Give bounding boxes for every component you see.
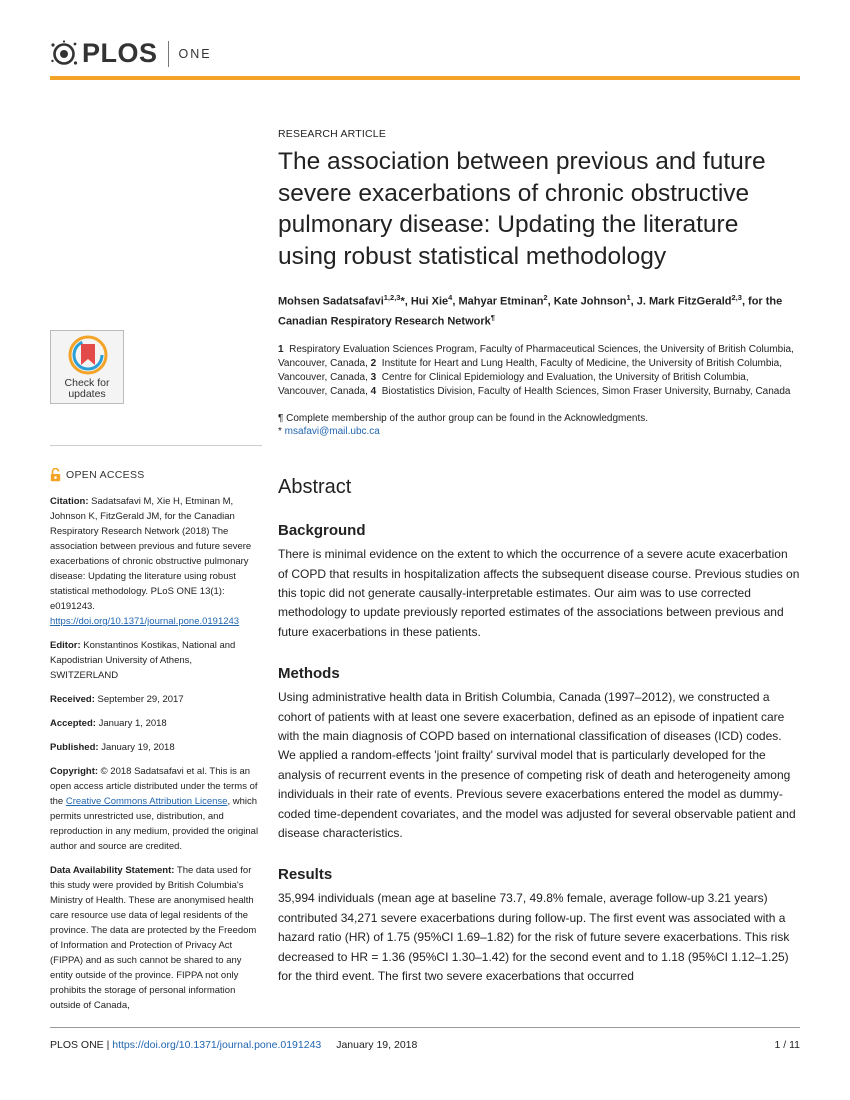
sidebar-divider	[50, 445, 262, 446]
published-block	[50, 740, 262, 755]
author-separator: , for the Canadian Respiratory Research Network	[278, 295, 783, 328]
published-date: January 19, 2018	[101, 742, 175, 753]
footer-journal: PLOS ONE |	[50, 1039, 113, 1051]
author-name[interactable]: Hui Xie	[410, 295, 449, 308]
author-affiliation-sup: 4	[448, 293, 453, 302]
open-access-badge	[50, 468, 262, 482]
editor-text: Konstantinos Kostikas, National and Kapodistrian University of Athens, SWITZERLAND	[50, 640, 236, 681]
author-name[interactable]: Mark FitzGerald	[648, 295, 732, 308]
affiliation-number: 4	[370, 385, 377, 397]
section-text-methods: Using administrative health data in British Columbia, Canada (1997–2012), we constructed a cohort of patients with at least one severe exacerbation, defined as an episode of inpatient care with the main diagnosis of COPD based on international classification of diseases (ICD) codes. We applied a random-effects 'joint frailty' survival model that is particularly developed for the analysis of recurrent events in the presence of competing risk of death and heterogeneity among individuals in their rate of events. Previous severe exacerbations entered the model as dummy-coded time-dependent covariates, and the model was adjusted for several observable patient and disease characteristics.	[278, 690, 796, 840]
section-text-results: 35,994 individuals (mean age at baseline 73.7, 49.8% female, average follow-up 3.21 years) contributed 34,271 severe exacerbations during follow-up. The first event was associated with a hazard ratio (HR) of 1.75 (95%CI 1.69–1.82) for the risk of future severe exacerbations. This risk decreased to HR = 1.36 (95%CI 1.30–1.42) for the second event and to 1.18 (95%CI 1.12–1.25) for the third event. The first two severe exacerbations that occurred	[278, 891, 790, 983]
article-type: RESEARCH ARTICLE	[278, 128, 387, 140]
data-availability-block	[50, 863, 262, 1013]
updates-label: updates	[68, 388, 106, 400]
editor-label: Editor:	[50, 640, 81, 651]
author-list	[278, 290, 800, 330]
plos-one-logo[interactable]	[50, 38, 212, 69]
author-name[interactable]: Kate Johnson	[553, 295, 627, 308]
author-name[interactable]: Mohsen Sadatsafavi	[278, 295, 384, 308]
section-heading-background: Background	[278, 522, 366, 540]
bookmark-icon	[68, 335, 108, 375]
author-name[interactable]: Mahyar Etminan	[458, 295, 544, 308]
email-link[interactable]: msafavi@mail.ubc.ca	[284, 426, 380, 438]
copyright-text-end: , which permits unrestricted use, distribution, and reproduction in any medium, provided the original author and source are credited.	[50, 796, 259, 852]
copyright-block	[50, 764, 262, 854]
citation-doi-link[interactable]: https://doi.org/10.1371/journal.pone.0191243	[50, 616, 240, 627]
corresponding-marker: *	[278, 426, 285, 438]
author-affiliation-sup: 2	[543, 293, 548, 302]
footer-doi-link[interactable]: https://doi.org/10.1371/journal.pone.0191243	[112, 1039, 322, 1051]
plos-wordmark: PLOS	[82, 38, 158, 68]
article-main	[278, 128, 800, 986]
author-notes	[278, 412, 800, 440]
header-rule	[50, 76, 800, 80]
citation-label: Citation:	[50, 496, 89, 507]
check-for-label: Check for	[64, 377, 110, 389]
logo-divider	[168, 41, 169, 67]
footer-date: January 19, 2018	[336, 1039, 418, 1051]
open-lock-icon	[50, 468, 61, 482]
author-affiliation-sup: 2,3	[731, 293, 742, 302]
corresponding-email	[278, 425, 800, 439]
affiliation-number: 1	[278, 344, 284, 356]
affiliation-text: Institute for Heart and Lung Health, Faculty of Medicine, the University of British Columbia, Vancouver, Canada,	[278, 358, 782, 383]
citation-block	[50, 494, 262, 629]
check-for-updates-badge[interactable]	[50, 330, 124, 404]
page-footer	[50, 1039, 800, 1051]
footer-rule	[50, 1027, 800, 1028]
abstract-heading: Abstract	[278, 476, 352, 499]
data-availability-label: Data Availability Statement:	[50, 865, 175, 876]
accepted-date: January 1, 2018	[98, 718, 167, 729]
membership-mark: ¶	[490, 313, 495, 323]
author-affiliation-sup: 1	[626, 293, 631, 302]
author-separator: ,	[547, 295, 554, 308]
received-date: September 29, 2017	[97, 694, 184, 705]
page-number: 1 / 11	[774, 1039, 800, 1051]
article-title: The association between previous and future severe exacerbations of chronic obstructive pulmonary disease: Updating the literature using robust statistical methodology	[278, 148, 766, 270]
section-heading-methods: Methods	[278, 665, 340, 683]
affiliation-text: Biostatistics Division, Faculty of Health Sciences, Simon Fraser University, Burnaby, Canada	[381, 385, 791, 397]
plos-mark-icon	[50, 40, 78, 68]
author-separator: ,	[452, 295, 459, 308]
accepted-block	[50, 716, 262, 731]
copyright-label: Copyright:	[50, 766, 99, 777]
journal-name: ONE	[178, 46, 212, 61]
received-label: Received:	[50, 694, 95, 705]
affiliation-text: Respiratory Evaluation Sciences Program, Faculty of Pharmaceutical Sciences, the University of British Columbia, Vancouver, Canada,	[278, 344, 794, 370]
section-text-background: There is minimal evidence on the extent to which the occurrence of a severe acute exacerbation of COPD that results in hospitalization affects the subsequent disease course. Previous studies on this topic did not generate causally-interpretable estimates. Our aim was to use corrected methodology to update previously reported estimates of the associations between previous and future exacerbations in these patients.	[278, 547, 800, 639]
article-sidebar	[50, 330, 262, 1013]
open-access-label: OPEN ACCESS	[66, 469, 145, 481]
received-block	[50, 692, 262, 707]
membership-note: ¶ Complete membership of the author group can be found in the Acknowledgments.	[278, 412, 649, 424]
published-label: Published:	[50, 742, 99, 753]
affiliations	[278, 343, 800, 398]
copyright-text: © 2018 Sadatsafavi et al. This is an open access article distributed under the terms of the	[50, 766, 258, 807]
affiliation-number: 3	[370, 371, 377, 383]
data-availability-text: The data used for this study were provided by British Columbia's Ministry of Health. These are anonymised health care resource use data of legal residents of the province. The data are protected by the Freedom of Information and Protection of Privacy Act (FIPPA) and as such cannot be shared to any entity outside of the province. FIPPA not only prohibits the storage of personal information outside of Canada,	[50, 865, 257, 1011]
section-heading-results: Results	[278, 866, 333, 884]
affiliation-number: 2	[370, 358, 377, 370]
accepted-label: Accepted:	[50, 718, 96, 729]
author-affiliation-sup: 1,2,3	[383, 293, 401, 302]
author-separator: , J.	[630, 295, 649, 308]
affiliation-text: Centre for Clinical Epidemiology and Evaluation, the University of British Columbia, Vancouver, Canada,	[278, 371, 749, 397]
citation-text: Sadatsafavi M, Xie H, Etminan M, Johnson K, FitzGerald JM, for the Canadian Respiratory Research Network (2018) The association between previous and future severe exacerbations of chronic obstructive pulmonary disease: Updating the literature using robust statistical methodology. PLoS ONE 13(1): e0191243.	[50, 496, 252, 612]
editor-block	[50, 638, 262, 683]
license-link[interactable]: Creative Commons Attribution License	[65, 796, 228, 807]
author-separator: *,	[400, 295, 411, 308]
